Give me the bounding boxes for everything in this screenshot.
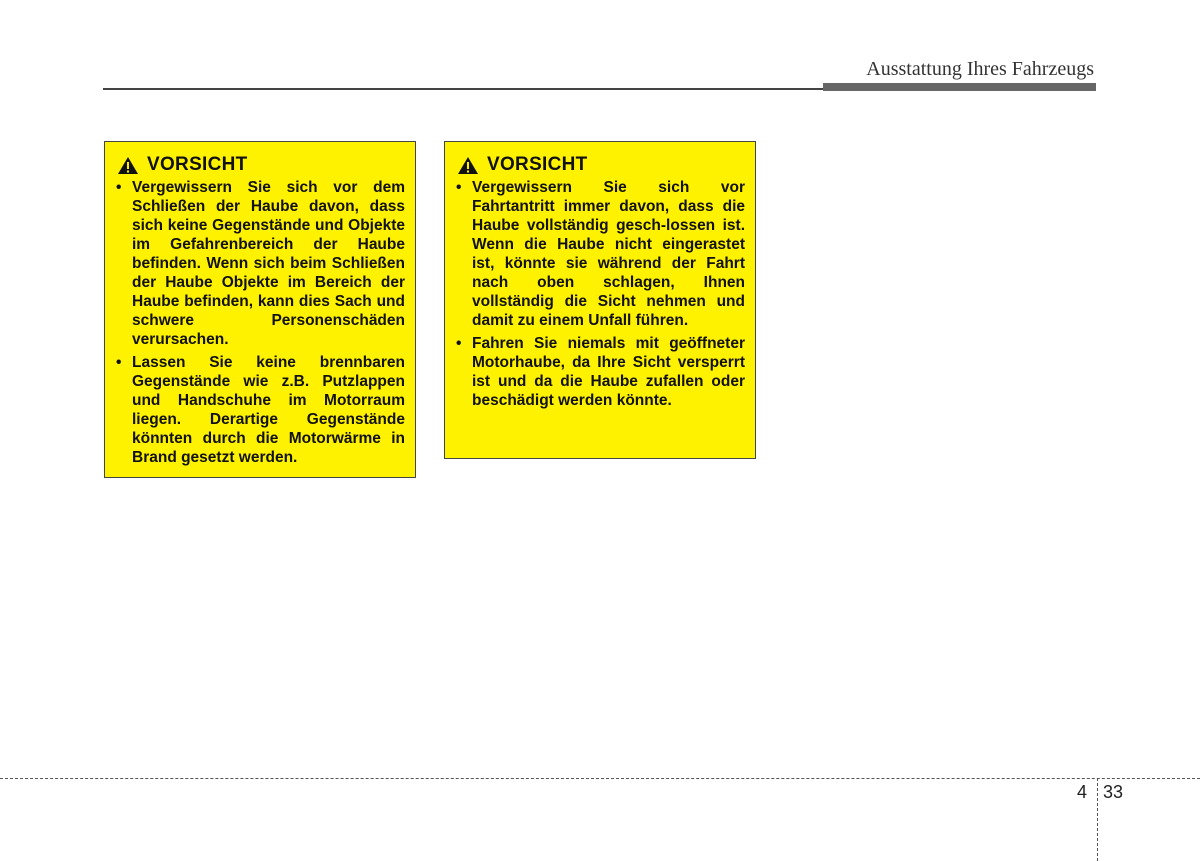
caution-title: VORSICHT	[147, 154, 248, 175]
caution-item-text: Lassen Sie keine brennbaren Gegenstände wie z.B. Putzlappen und Handschuhe im Motorraum liegen. Derartige Gegenstände könnten durch die Motorwärme in Brand gesetzt werden.	[132, 354, 405, 466]
bullet: •	[456, 179, 462, 196]
caution-box-left	[104, 141, 416, 478]
caution-heading	[117, 154, 405, 176]
caution-item	[455, 334, 745, 410]
header-rule-accent	[823, 83, 1096, 91]
caution-item	[455, 178, 745, 330]
caution-item-text: Vergewissern Sie sich vor Fahrtantritt immer davon, dass die Haube vollständig gesch-lossen ist. Wenn die Haube nicht eingerastet ist, könnte sie während der Fahrt nach oben schlagen, Ihnen vollständig die Sicht nehmen und damit zu einem Unfall führen.	[472, 179, 745, 329]
caution-title: VORSICHT	[487, 154, 588, 175]
caution-list	[455, 178, 745, 410]
caution-box-right	[444, 141, 756, 459]
warning-triangle-icon	[117, 156, 139, 175]
warning-triangle-icon	[457, 156, 479, 175]
caution-item-text: Fahren Sie niemals mit geöffneter Motorhaube, da Ihre Sicht versperrt ist und da die Haube zufallen oder beschädigt werden könnte.	[472, 335, 745, 409]
footer-divider	[1097, 778, 1098, 861]
header-rule	[103, 88, 823, 90]
chapter-number: 4	[1077, 782, 1088, 802]
footer-rule	[0, 778, 1200, 779]
caution-heading	[457, 154, 745, 176]
caution-item	[115, 178, 405, 349]
caution-item-text: Vergewissern Sie sich vor dem Schließen der Haube davon, dass sich keine Gegenstände und Objekte im Gefahrenbereich der Haube befinden. Wenn sich beim Schließen der Haube Objekte im Bereich der Haube befinden, kann dies Sach und schwere Personenschäden verursachen.	[132, 179, 405, 348]
page-header-title: Ausstattung Ihres Fahrzeugs	[866, 58, 1094, 80]
bullet: •	[456, 335, 462, 352]
bullet: •	[116, 354, 122, 371]
caution-list	[115, 178, 405, 467]
page-number: 33	[1103, 782, 1124, 802]
caution-item	[115, 353, 405, 467]
bullet: •	[116, 179, 122, 196]
